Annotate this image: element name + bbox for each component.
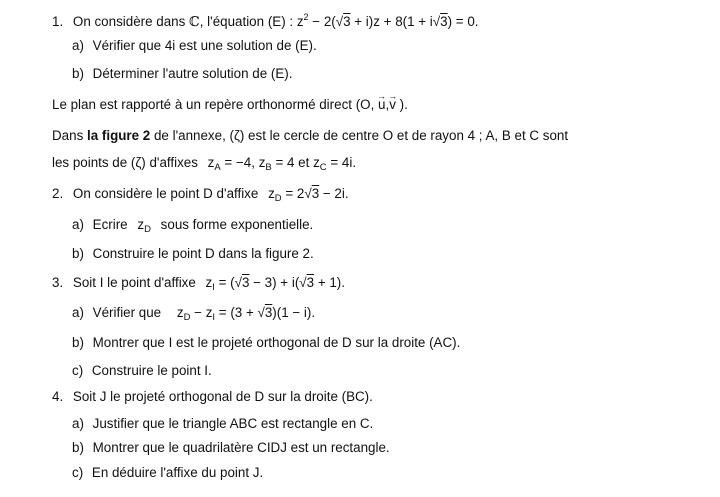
question-4b-label: b) — [72, 440, 84, 455]
question-4-number: 4. — [52, 389, 64, 404]
question-4b — [72, 440, 390, 456]
affix-zC: $z_C = 4i$. — [313, 155, 357, 173]
points-statement — [52, 155, 356, 176]
question-2a-text-after: sous forme exponentielle. — [160, 217, 314, 232]
question-1a-label: a) — [72, 38, 84, 53]
question-3b — [72, 335, 460, 351]
equation-E: $z^2 - 2(√3 + i)z + 8(1 + i√3) = 0$. — [296, 12, 479, 29]
frame-text: Le plan est rapporté à un repère orthonormé direct (O, — [52, 97, 375, 112]
question-2b-text: Construire le point D dans la figure 2. — [92, 246, 314, 261]
question-2 — [52, 186, 349, 207]
question-3c-label: c) — [72, 363, 84, 378]
question-3c-text: Construire le point I. — [91, 363, 212, 378]
vector-u: → u — [378, 97, 385, 113]
question-4a — [72, 416, 373, 432]
question-4 — [52, 389, 373, 405]
question-2b — [72, 246, 314, 262]
question-3b-label: b) — [72, 335, 84, 350]
question-2a-zD: $z_D$ — [137, 217, 151, 235]
figure-statement — [52, 128, 568, 144]
figure-reference: la figure 2 — [87, 128, 151, 143]
question-4c-label: c) — [72, 465, 84, 480]
question-1a — [72, 38, 317, 54]
question-1-text: On considère dans — [72, 14, 186, 29]
question-2a — [72, 217, 313, 238]
question-2a-label: a) — [72, 217, 84, 232]
question-2a-text: Ecrire — [92, 217, 128, 232]
question-1b-text: Déterminer l'autre solution de (E). — [92, 66, 293, 81]
question-3-number: 3. — [52, 275, 64, 290]
question-1b — [72, 66, 292, 82]
figure-prefix: Dans — [52, 128, 84, 143]
affix-zA: $z_A = -4$, — [207, 155, 255, 173]
question-3a — [72, 305, 315, 326]
question-3-text: Soit I le point d'affixe — [72, 275, 196, 290]
question-4-text: Soit J le projeté orthogonal de D sur la droite (BC). — [72, 389, 373, 404]
question-4c — [72, 465, 263, 481]
figure-description: de l'annexe, (ζ) est le cercle de centre O et de rayon 4 ; A, B et C sont — [150, 128, 569, 143]
question-1b-label: b) — [72, 66, 84, 81]
vector-v: → v — [389, 97, 396, 113]
frame-comma: , — [385, 97, 390, 112]
question-2-number: 2. — [52, 186, 64, 201]
affix-zB: $z_B = 4$ et — [258, 155, 310, 173]
question-4c-text: En déduire l'affixe du point J. — [91, 465, 264, 480]
question-1a-text: Vérifier que 4i est une solution de (E). — [92, 38, 317, 53]
affix-zD: $z_D = 2√3 - 2i$. — [268, 186, 349, 204]
frame-statement — [52, 97, 408, 113]
points-prefix: les points de (ζ) d'affixes — [52, 155, 198, 170]
complex-set-symbol: ℂ — [189, 15, 200, 30]
question-4a-text: Justifier que le triangle ABC est rectangle en C. — [92, 416, 374, 431]
question-1 — [52, 9, 478, 31]
frame-close: ). — [399, 97, 408, 112]
question-1-text-after: , l'équation — [199, 14, 265, 29]
question-4b-text: Montrer que le quadrilatère CIDJ est un rectangle. — [92, 440, 390, 455]
question-3c — [72, 363, 212, 379]
question-3b-text: Montrer que I est le projeté orthogonal de D sur la droite (AC). — [92, 335, 461, 350]
question-3a-text: Vérifier que — [92, 305, 162, 320]
question-2-text: On considère le point D d'affixe — [72, 186, 259, 201]
equation-name: (E) : — [267, 14, 294, 29]
question-2b-label: b) — [72, 246, 84, 261]
question-3 — [52, 275, 345, 296]
question-3a-equation: $z_D - z_I = (3 + √3)(1 - i)$. — [176, 305, 316, 323]
question-4a-label: a) — [72, 416, 84, 431]
affix-zI: $z_I = (√3 - 3) + i(√3 + 1)$. — [205, 275, 345, 293]
question-3a-label: a) — [72, 305, 84, 320]
question-1-number: 1. — [52, 14, 64, 29]
